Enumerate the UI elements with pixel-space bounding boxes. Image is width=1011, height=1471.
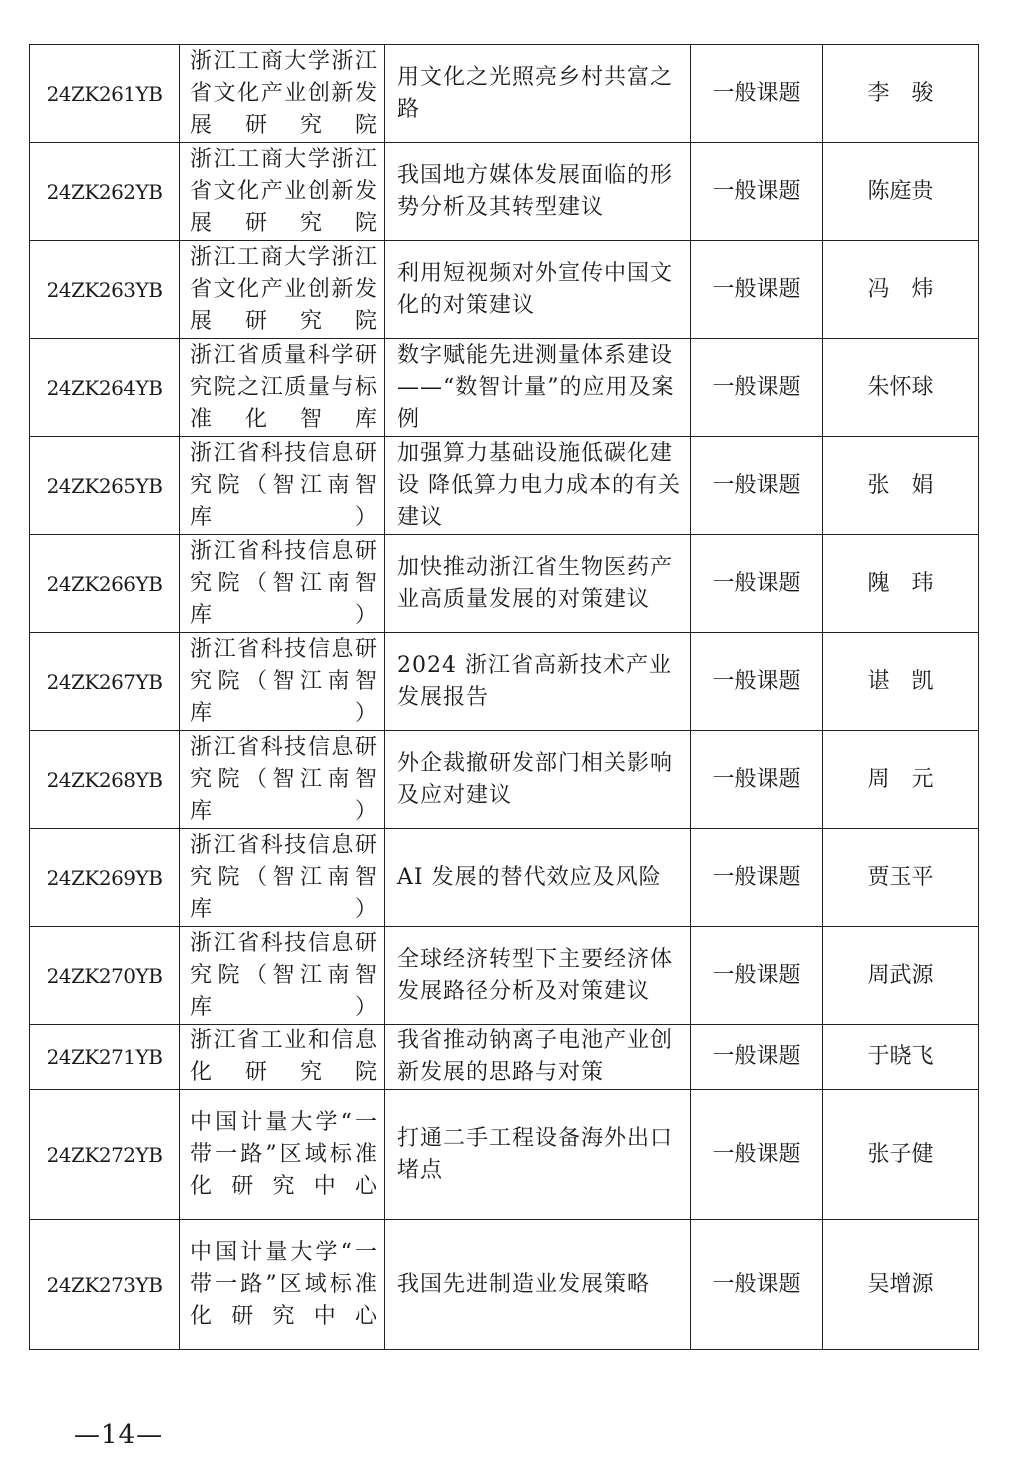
project-type: 一般课题 bbox=[691, 633, 823, 731]
project-title: 打通二手工程设备海外出口堵点 bbox=[385, 1090, 691, 1220]
project-title: 我国地方媒体发展面临的形势分析及其转型建议 bbox=[385, 143, 691, 241]
project-leader: 谌 凯 bbox=[823, 633, 979, 731]
project-code: 24ZK263YB bbox=[30, 241, 180, 339]
project-code: 24ZK270YB bbox=[30, 927, 180, 1025]
institution-name: 浙江省科技信息研究院（智江南智库） bbox=[180, 927, 385, 1025]
institution-name: 浙江工商大学浙江省文化产业创新发展研究院 bbox=[180, 45, 385, 143]
project-title: 加快推动浙江省生物医药产业高质量发展的对策建议 bbox=[385, 535, 691, 633]
institution-name: 浙江工商大学浙江省文化产业创新发展研究院 bbox=[180, 143, 385, 241]
project-table bbox=[29, 44, 979, 1350]
table-row bbox=[30, 829, 979, 927]
project-title: 用文化之光照亮乡村共富之路 bbox=[385, 45, 691, 143]
project-title: 数字赋能先进测量体系建设——“数智计量”的应用及案例 bbox=[385, 339, 691, 437]
project-code: 24ZK264YB bbox=[30, 339, 180, 437]
project-code: 24ZK268YB bbox=[30, 731, 180, 829]
project-type: 一般课题 bbox=[691, 927, 823, 1025]
project-leader: 张子健 bbox=[823, 1090, 979, 1220]
project-type: 一般课题 bbox=[691, 731, 823, 829]
project-type: 一般课题 bbox=[691, 143, 823, 241]
project-title: 2024 浙江省高新技术产业发展报告 bbox=[385, 633, 691, 731]
project-code: 24ZK262YB bbox=[30, 143, 180, 241]
project-leader: 陈庭贵 bbox=[823, 143, 979, 241]
project-title: AI 发展的替代效应及风险 bbox=[385, 829, 691, 927]
project-type: 一般课题 bbox=[691, 1090, 823, 1220]
table-row bbox=[30, 731, 979, 829]
table-row bbox=[30, 1220, 979, 1350]
project-code: 24ZK266YB bbox=[30, 535, 180, 633]
institution-name: 浙江省工业和信息化研究院 bbox=[180, 1025, 385, 1090]
table-row bbox=[30, 1025, 979, 1090]
project-type: 一般课题 bbox=[691, 829, 823, 927]
institution-name: 浙江省科技信息研究院（智江南智库） bbox=[180, 437, 385, 535]
project-leader: 吴增源 bbox=[823, 1220, 979, 1350]
project-code: 24ZK271YB bbox=[30, 1025, 180, 1090]
project-type: 一般课题 bbox=[691, 437, 823, 535]
project-type: 一般课题 bbox=[691, 535, 823, 633]
project-type: 一般课题 bbox=[691, 339, 823, 437]
project-code: 24ZK273YB bbox=[30, 1220, 180, 1350]
project-code: 24ZK269YB bbox=[30, 829, 180, 927]
table-row bbox=[30, 633, 979, 731]
project-type: 一般课题 bbox=[691, 241, 823, 339]
project-type: 一般课题 bbox=[691, 45, 823, 143]
institution-name: 中国计量大学“一带一路”区域标准化研究中心 bbox=[180, 1220, 385, 1350]
project-title: 外企裁撤研发部门相关影响及应对建议 bbox=[385, 731, 691, 829]
table-row bbox=[30, 437, 979, 535]
project-title: 全球经济转型下主要经济体发展路径分析及对策建议 bbox=[385, 927, 691, 1025]
table-row bbox=[30, 339, 979, 437]
institution-name: 浙江省科技信息研究院（智江南智库） bbox=[180, 829, 385, 927]
page-number: —14— bbox=[74, 1420, 164, 1450]
institution-name: 浙江工商大学浙江省文化产业创新发展研究院 bbox=[180, 241, 385, 339]
table-row bbox=[30, 535, 979, 633]
project-title: 利用短视频对外宣传中国文化的对策建议 bbox=[385, 241, 691, 339]
project-code: 24ZK261YB bbox=[30, 45, 180, 143]
project-title: 加强算力基础设施低碳化建设 降低算力电力成本的有关建议 bbox=[385, 437, 691, 535]
table-row bbox=[30, 241, 979, 339]
project-leader: 于晓飞 bbox=[823, 1025, 979, 1090]
project-title: 我省推动钠离子电池产业创新发展的思路与对策 bbox=[385, 1025, 691, 1090]
institution-name: 浙江省科技信息研究院（智江南智库） bbox=[180, 535, 385, 633]
table-row bbox=[30, 143, 979, 241]
table-row bbox=[30, 1090, 979, 1220]
project-code: 24ZK267YB bbox=[30, 633, 180, 731]
institution-name: 浙江省科技信息研究院（智江南智库） bbox=[180, 633, 385, 731]
project-leader: 隗 玮 bbox=[823, 535, 979, 633]
project-type: 一般课题 bbox=[691, 1220, 823, 1350]
institution-name: 浙江省质量科学研究院之江质量与标准化智库 bbox=[180, 339, 385, 437]
project-type: 一般课题 bbox=[691, 1025, 823, 1090]
table-row bbox=[30, 927, 979, 1025]
institution-name: 浙江省科技信息研究院（智江南智库） bbox=[180, 731, 385, 829]
project-leader: 贾玉平 bbox=[823, 829, 979, 927]
project-leader: 周武源 bbox=[823, 927, 979, 1025]
project-code: 24ZK272YB bbox=[30, 1090, 180, 1220]
project-title: 我国先进制造业发展策略 bbox=[385, 1220, 691, 1350]
project-leader: 周 元 bbox=[823, 731, 979, 829]
project-code: 24ZK265YB bbox=[30, 437, 180, 535]
project-leader: 冯 炜 bbox=[823, 241, 979, 339]
institution-name: 中国计量大学“一带一路”区域标准化研究中心 bbox=[180, 1090, 385, 1220]
project-leader: 张 娟 bbox=[823, 437, 979, 535]
project-leader: 李 骏 bbox=[823, 45, 979, 143]
project-leader: 朱怀球 bbox=[823, 339, 979, 437]
table-row bbox=[30, 45, 979, 143]
